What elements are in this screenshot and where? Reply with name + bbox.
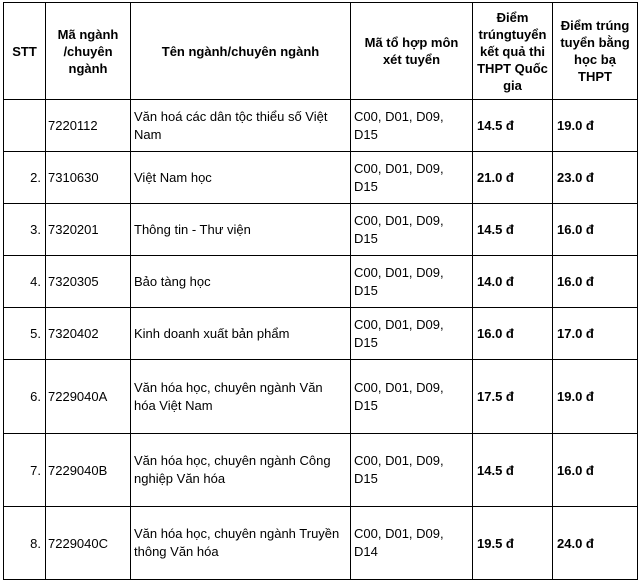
cell-combo: C00, D01, D09, D15 bbox=[351, 152, 473, 204]
table-row bbox=[4, 204, 638, 256]
table-row bbox=[4, 256, 638, 308]
cell-score-hocba: 16.0 đ bbox=[553, 434, 638, 507]
cell-score-hocba: 17.0 đ bbox=[553, 308, 638, 360]
table-header bbox=[4, 3, 638, 100]
header-combo: Mã tổ hợp môn xét tuyển bbox=[351, 3, 473, 100]
table-row bbox=[4, 100, 638, 152]
cell-score-thpt: 19.5 đ bbox=[473, 507, 553, 580]
cell-combo: C00, D01, D09, D15 bbox=[351, 308, 473, 360]
cell-stt: 8. bbox=[4, 507, 46, 580]
cell-code: 7229040C bbox=[46, 507, 131, 580]
cell-name: Việt Nam học bbox=[131, 152, 351, 204]
table-body bbox=[4, 100, 638, 580]
table-row bbox=[4, 507, 638, 580]
cell-score-thpt: 16.0 đ bbox=[473, 308, 553, 360]
cell-score-thpt: 14.0 đ bbox=[473, 256, 553, 308]
cell-score-hocba: 16.0 đ bbox=[553, 204, 638, 256]
table-row bbox=[4, 360, 638, 434]
cell-score-thpt: 14.5 đ bbox=[473, 434, 553, 507]
cell-score-thpt: 21.0 đ bbox=[473, 152, 553, 204]
cell-score-hocba: 19.0 đ bbox=[553, 360, 638, 434]
cell-score-hocba: 19.0 đ bbox=[553, 100, 638, 152]
cell-code: 7229040B bbox=[46, 434, 131, 507]
cell-code: 7310630 bbox=[46, 152, 131, 204]
cell-combo: C00, D01, D09, D14 bbox=[351, 507, 473, 580]
table-row bbox=[4, 434, 638, 507]
cell-combo: C00, D01, D09, D15 bbox=[351, 204, 473, 256]
cell-name: Văn hóa học, chuyên ngành Truyền thông Văn hóa bbox=[131, 507, 351, 580]
cell-stt: 7. bbox=[4, 434, 46, 507]
cell-combo: C00, D01, D09, D15 bbox=[351, 256, 473, 308]
cell-score-thpt: 14.5 đ bbox=[473, 100, 553, 152]
cell-combo: C00, D01, D09, D15 bbox=[351, 434, 473, 507]
cell-name: Thông tin - Thư viện bbox=[131, 204, 351, 256]
cell-name: Văn hóa học, chuyên ngành Công nghiệp Văn hóa bbox=[131, 434, 351, 507]
table-row bbox=[4, 308, 638, 360]
cell-combo: C00, D01, D09, D15 bbox=[351, 100, 473, 152]
cell-stt bbox=[4, 100, 46, 152]
cell-score-thpt: 14.5 đ bbox=[473, 204, 553, 256]
header-score-thpt: Điểm trúngtuyển kết quả thi THPT Quốc gia bbox=[473, 3, 553, 100]
cell-stt: 3. bbox=[4, 204, 46, 256]
cell-score-hocba: 16.0 đ bbox=[553, 256, 638, 308]
header-name: Tên ngành/chuyên ngành bbox=[131, 3, 351, 100]
cell-name: Kinh doanh xuất bản phẩm bbox=[131, 308, 351, 360]
cell-score-hocba: 23.0 đ bbox=[553, 152, 638, 204]
cell-combo: C00, D01, D09, D15 bbox=[351, 360, 473, 434]
admission-score-table-container bbox=[3, 2, 638, 580]
cell-score-hocba: 24.0 đ bbox=[553, 507, 638, 580]
cell-stt: 6. bbox=[4, 360, 46, 434]
cell-score-thpt: 17.5 đ bbox=[473, 360, 553, 434]
header-stt: STT bbox=[4, 3, 46, 100]
header-code: Mã ngành /chuyên ngành bbox=[46, 3, 131, 100]
cell-code: 7229040A bbox=[46, 360, 131, 434]
header-score-hocba: Điểm trúng tuyển bằng học bạ THPT bbox=[553, 3, 638, 100]
cell-name: Văn hoá các dân tộc thiểu số Việt Nam bbox=[131, 100, 351, 152]
admission-score-table bbox=[3, 2, 638, 580]
cell-code: 7320402 bbox=[46, 308, 131, 360]
table-row bbox=[4, 152, 638, 204]
header-row bbox=[4, 3, 638, 100]
cell-name: Văn hóa học, chuyên ngành Văn hóa Việt Nam bbox=[131, 360, 351, 434]
cell-stt: 4. bbox=[4, 256, 46, 308]
cell-code: 7320201 bbox=[46, 204, 131, 256]
cell-name: Bảo tàng học bbox=[131, 256, 351, 308]
cell-stt: 5. bbox=[4, 308, 46, 360]
cell-stt: 2. bbox=[4, 152, 46, 204]
cell-code: 7220112 bbox=[46, 100, 131, 152]
cell-code: 7320305 bbox=[46, 256, 131, 308]
